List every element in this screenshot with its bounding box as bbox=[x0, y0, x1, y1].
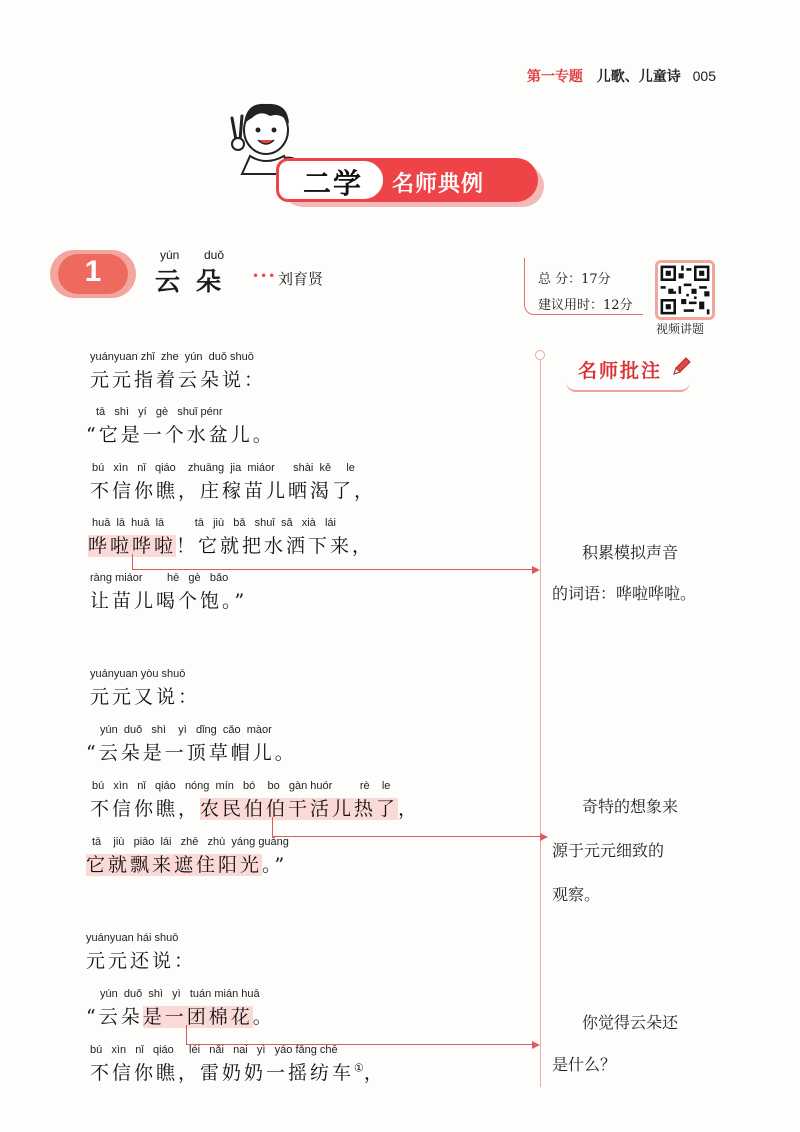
pinyin-line: bú xìn nǐ qiáo nóng mín bó bo gàn huór rè le bbox=[92, 780, 391, 792]
footnote-marker: ① bbox=[354, 1061, 364, 1075]
annotation-note: 观察。 bbox=[552, 885, 601, 904]
highlighted-phrase: 它就飘来遮住阳光 bbox=[86, 854, 263, 876]
suggested-time: 建议用时：12分 bbox=[538, 298, 633, 313]
poem-line-rest: ！它就把水洒下来， bbox=[176, 535, 375, 557]
annotation-note: 你觉得云朵还 bbox=[582, 1013, 679, 1032]
poem-line-end: ， bbox=[398, 798, 421, 820]
arrowhead-icon bbox=[532, 1041, 540, 1049]
page-number: 005 bbox=[692, 68, 716, 84]
arrowhead-icon bbox=[540, 833, 548, 841]
lesson-author: 刘育贤 bbox=[278, 270, 324, 288]
poem-line: “它是一个水盆儿。 bbox=[86, 424, 275, 446]
highlighted-phrase: 是一团棉花 bbox=[142, 1006, 253, 1028]
pinyin-line: tā jiù piāo lái zhē zhù yáng guāng bbox=[92, 836, 289, 848]
page-header bbox=[527, 66, 716, 86]
pinyin-line: huā lā huā lā tā jiù bǎ shuǐ sǎ xià lái bbox=[92, 517, 336, 529]
arrowhead-icon bbox=[532, 566, 540, 574]
lesson-title: 云朵 bbox=[155, 267, 238, 296]
annotation-note: 是什么？ bbox=[552, 1055, 617, 1074]
pinyin-line: tā shì yí gè shuǐ pénr bbox=[96, 406, 223, 418]
annotation-note: 积累模拟声音 bbox=[582, 543, 679, 562]
poem-line: 元元又说： bbox=[90, 686, 201, 708]
header-topic: 第一专题 bbox=[526, 68, 583, 84]
poem-line bbox=[90, 1058, 386, 1085]
annotation-arrow bbox=[186, 1025, 187, 1045]
pinyin-line: bú xìn nǐ qiáo léi nǎi nai yì yáo fǎng chē bbox=[90, 1044, 338, 1056]
poem-line: 元元指着云朵说： bbox=[90, 369, 267, 391]
annotation-arrow bbox=[272, 817, 273, 837]
poem-line bbox=[90, 794, 420, 821]
title-pinyin-2: duǒ bbox=[204, 248, 225, 262]
poem-line bbox=[86, 850, 287, 877]
poem-line-end: ， bbox=[363, 1062, 386, 1084]
pinyin-line: yún duǒ shì yì dǐng cǎo màor bbox=[100, 724, 272, 736]
poem-line: 元元还说： bbox=[86, 950, 197, 972]
highlighted-phrase: 农民伯伯干活儿热了 bbox=[200, 798, 399, 820]
pinyin-line: ràng miáor hē gè bǎo bbox=[90, 572, 229, 584]
lesson-number: 1 bbox=[84, 255, 102, 288]
pinyin-line: bú xìn nǐ qiáo zhuāng jia miáor shài kě le bbox=[92, 462, 355, 474]
total-score: 总 分：17分 bbox=[538, 272, 611, 287]
annotation-arrow bbox=[272, 836, 540, 837]
annotation-arrow bbox=[186, 1044, 532, 1045]
poem-line-start: “云朵 bbox=[86, 1006, 143, 1028]
poem-line: 不信你瞧，庄稼苗儿晒渴了， bbox=[90, 480, 377, 502]
pen-icon bbox=[670, 356, 692, 378]
poem-line-start: 不信你瞧，雷奶奶一摇纺车 bbox=[90, 1062, 355, 1084]
annotation-divider-dot bbox=[535, 350, 545, 360]
annotation-note: 源于元元细致的 bbox=[552, 841, 665, 860]
poem-line-end: 。 bbox=[252, 1006, 275, 1028]
highlighted-phrase: 哗啦哗啦 bbox=[88, 535, 177, 557]
pinyin-line: yún duǒ shì yì tuán mián huā bbox=[100, 988, 260, 1000]
pinyin-line: yuányuan yòu shuō bbox=[90, 668, 186, 680]
annotation-arrow bbox=[132, 554, 133, 570]
annotation-heading-underline bbox=[566, 382, 690, 392]
poem-line-start: 不信你瞧， bbox=[90, 798, 201, 820]
poem-line: “云朵是一顶草帽儿。 bbox=[86, 742, 297, 764]
annotation-divider bbox=[540, 357, 541, 1087]
poem-line bbox=[88, 531, 374, 558]
pinyin-line: yuányuan zhǐ zhe yún duǒ shuō bbox=[90, 351, 254, 363]
poem-line bbox=[86, 1002, 275, 1029]
annotation-note: 的词语：哗啦哗啦。 bbox=[552, 584, 697, 603]
pinyin-line: yuányuan hái shuō bbox=[86, 932, 179, 944]
poem-line: 让苗儿喝个饱。” bbox=[90, 590, 248, 612]
title-pinyin-1: yún bbox=[160, 248, 180, 262]
video-caption: 视频讲题 bbox=[656, 322, 705, 336]
qr-code-icon[interactable] bbox=[655, 260, 715, 320]
banner-section-label: 二学 bbox=[302, 168, 363, 199]
poem-line-end: 。” bbox=[262, 854, 288, 876]
annotation-heading: 名师批注 bbox=[578, 360, 663, 382]
annotation-arrow bbox=[132, 569, 532, 570]
header-title: 儿歌、儿童诗 bbox=[596, 68, 681, 84]
annotation-note: 奇特的想象来 bbox=[582, 797, 679, 816]
banner-section-title: 名师典例 bbox=[392, 171, 485, 196]
title-dots: ••• bbox=[252, 269, 277, 283]
